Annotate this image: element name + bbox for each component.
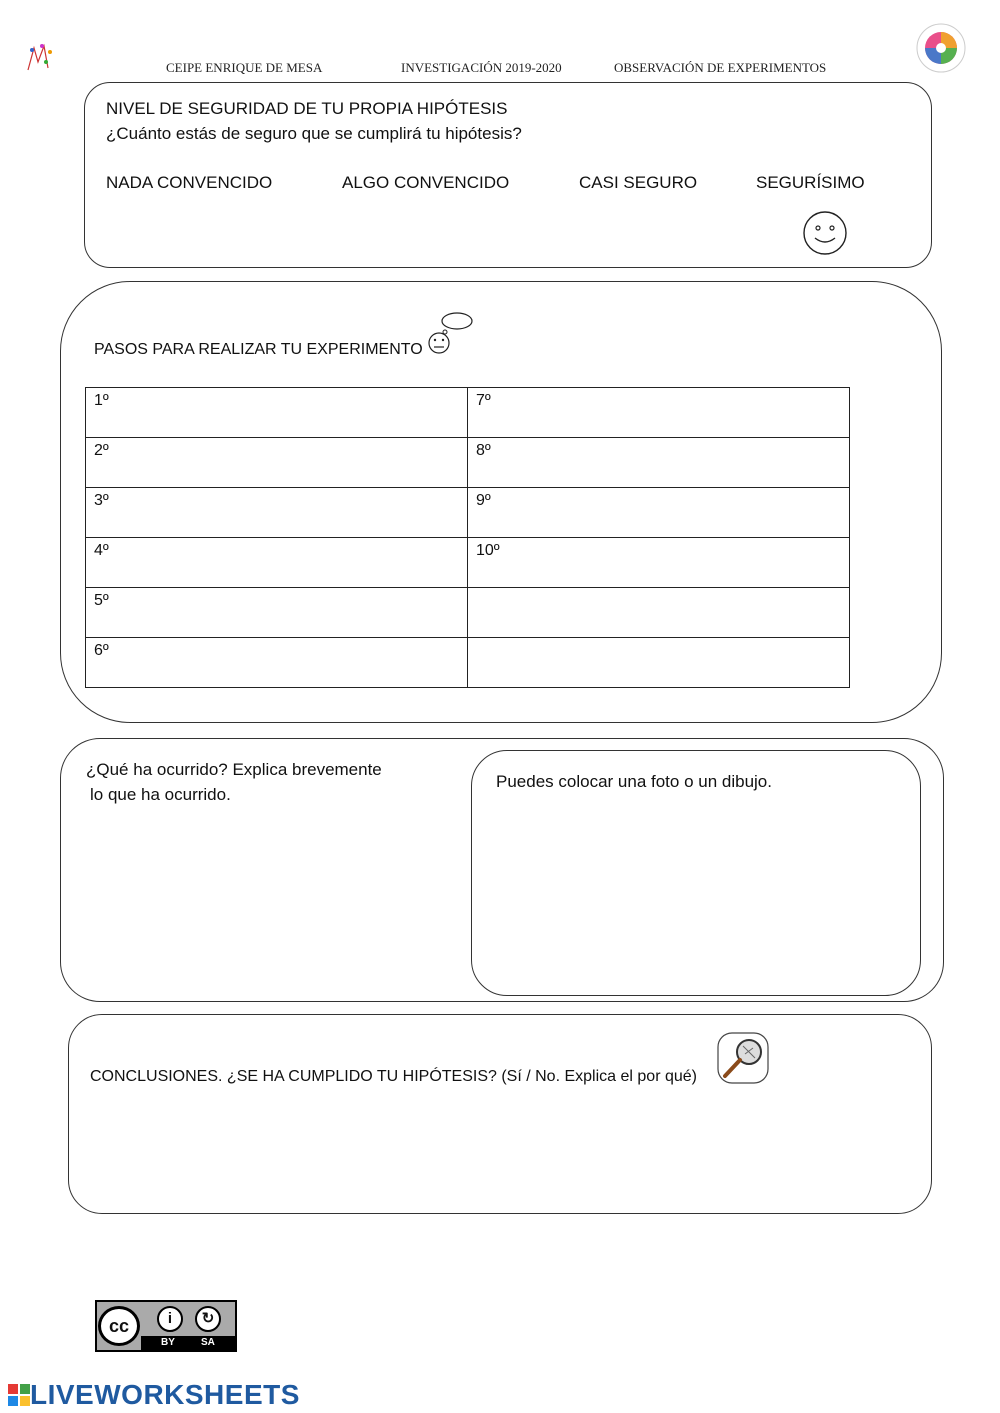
- outcome-question-line1: ¿Qué ha ocurrido? Explica brevemente: [86, 760, 382, 779]
- photo-prompt: Puedes colocar una foto o un dibujo.: [496, 772, 772, 791]
- step-cell-2[interactable]: 2º: [86, 438, 468, 488]
- steps-table: [85, 387, 850, 688]
- confidence-question: ¿Cuánto estás de seguro que se cumplirá tu hipótesis?: [106, 124, 522, 143]
- creative-commons-badge: [95, 1300, 237, 1352]
- magnifier-icon: [715, 1030, 771, 1086]
- step-cell-1[interactable]: 1º: [86, 388, 468, 438]
- cc-text: cc: [108, 1316, 130, 1336]
- table-row: [86, 488, 850, 538]
- license-sa: SA: [201, 1337, 215, 1348]
- confidence-title: NIVEL DE SEGURIDAD DE TU PROPIA HIPÓTESIS: [106, 99, 508, 118]
- creative-commons-icon: [98, 1306, 140, 1346]
- research-logo-right: [915, 22, 967, 74]
- option-algo-convencido[interactable]: ALGO CONVENCIDO: [342, 173, 510, 192]
- thinking-face-icon: [424, 310, 476, 358]
- conclusions-label: CONCLUSIONES. ¿SE HA CUMPLIDO TU HIPÓTESIS? (Sí / No. Explica el por qué): [90, 1068, 697, 1085]
- option-segurisimo[interactable]: SEGURÍSIMO: [756, 173, 865, 192]
- step-cell-empty-1[interactable]: [468, 588, 850, 638]
- license-by: BY: [161, 1337, 175, 1348]
- step-cell-3[interactable]: 3º: [86, 488, 468, 538]
- license-label-strip: [141, 1336, 235, 1350]
- header-observation: OBSERVACIÓN DE EXPERIMENTOS: [614, 60, 827, 75]
- conclusions-section: [68, 1014, 932, 1214]
- attribution-icon: i: [157, 1306, 183, 1332]
- header-research: INVESTIGACIÓN 2019-2020: [401, 60, 562, 75]
- option-casi-seguro[interactable]: CASI SEGURO: [579, 173, 698, 192]
- table-row: [86, 588, 850, 638]
- option-nada-convencido[interactable]: NADA CONVENCIDO: [106, 173, 273, 192]
- step-cell-8[interactable]: 8º: [468, 438, 850, 488]
- table-row: [86, 438, 850, 488]
- header-school: CEIPE ENRIQUE DE MESA: [166, 60, 323, 75]
- outcome-question-line2: lo que ha ocurrido.: [90, 785, 231, 804]
- school-logo-left: [22, 40, 58, 76]
- table-row: [86, 538, 850, 588]
- step-cell-4[interactable]: 4º: [86, 538, 468, 588]
- table-row: [86, 638, 850, 688]
- step-cell-9[interactable]: 9º: [468, 488, 850, 538]
- step-cell-5[interactable]: 5º: [86, 588, 468, 638]
- steps-title: PASOS PARA REALIZAR TU EXPERIMENTO: [94, 341, 423, 358]
- step-cell-6[interactable]: 6º: [86, 638, 468, 688]
- liveworksheets-logo-icon: [8, 1384, 30, 1406]
- step-cell-10[interactable]: 10º: [468, 538, 850, 588]
- step-cell-7[interactable]: 7º: [468, 388, 850, 438]
- footer-brand[interactable]: LIVEWORKSHEETS: [30, 1379, 300, 1410]
- step-cell-empty-2[interactable]: [468, 638, 850, 688]
- table-row: [86, 388, 850, 438]
- share-alike-icon: ↻: [195, 1306, 221, 1332]
- smiley-icon: [801, 210, 849, 256]
